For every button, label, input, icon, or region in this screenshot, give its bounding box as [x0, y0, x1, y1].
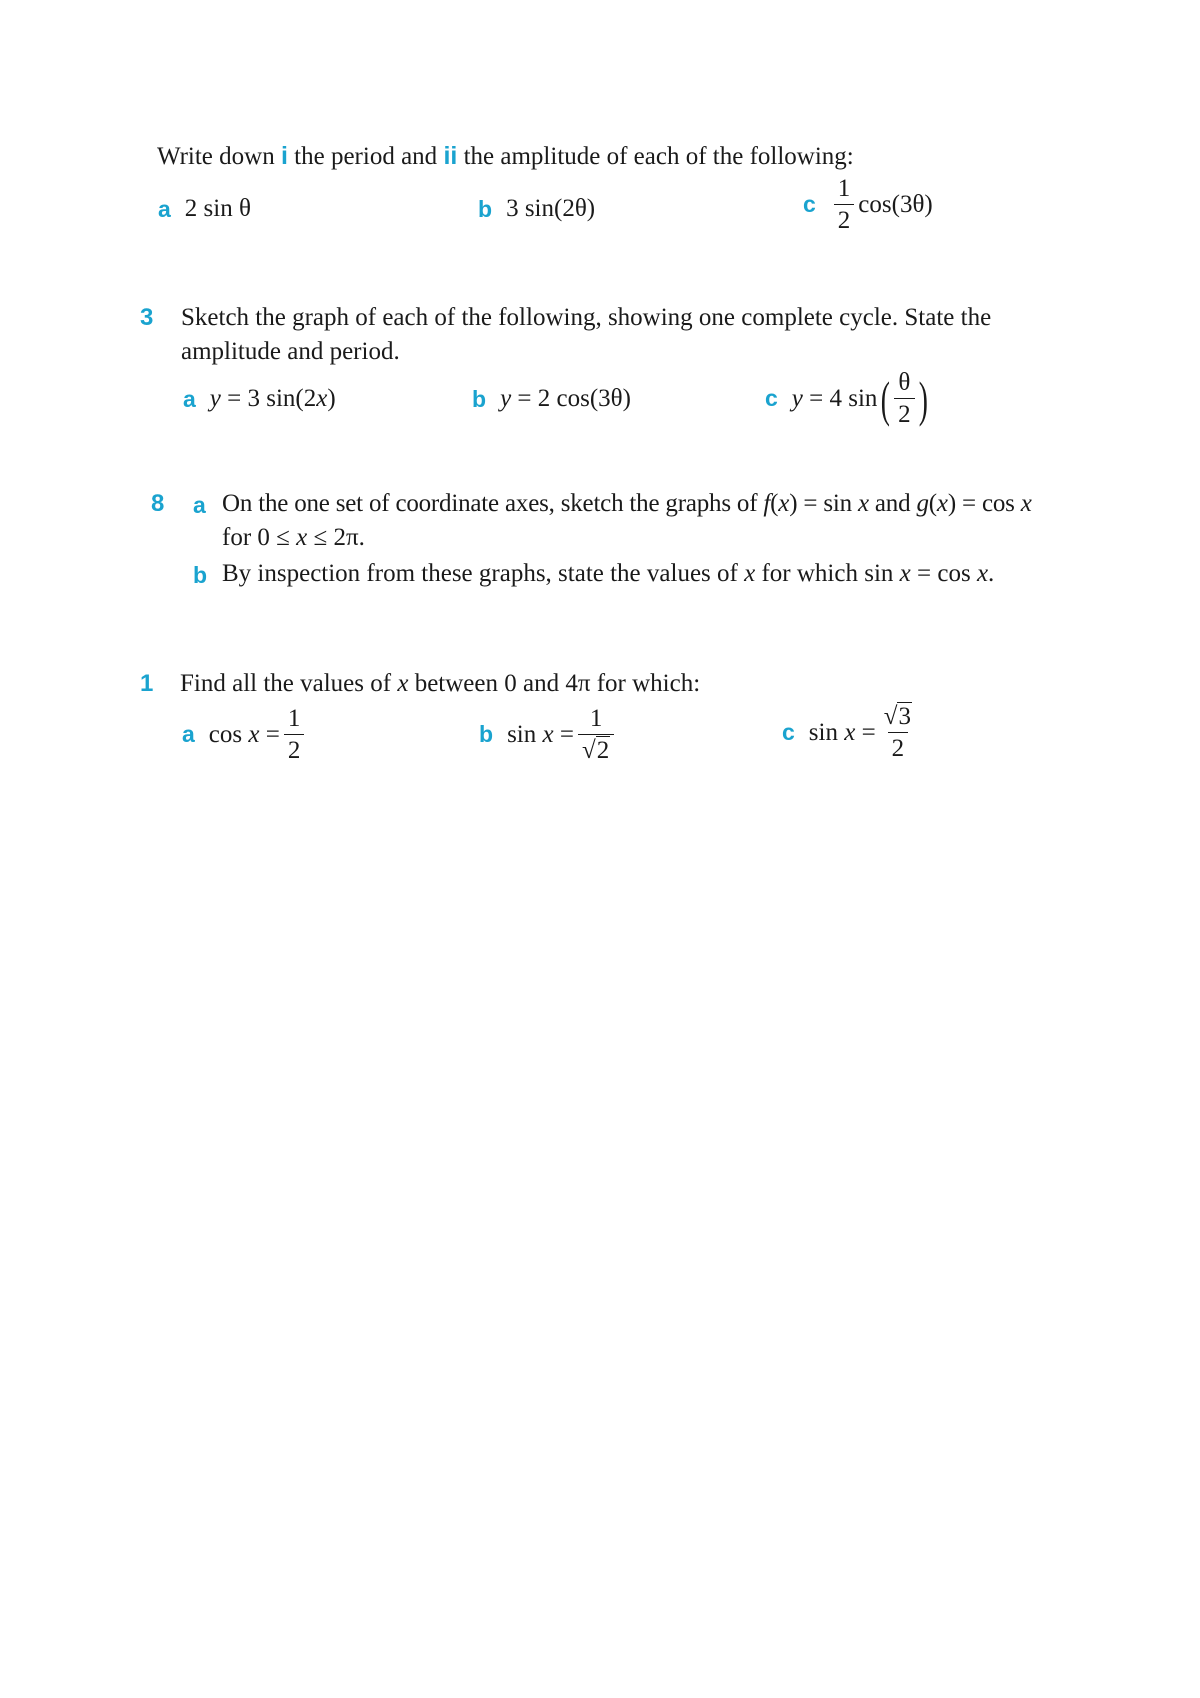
text: ≤ 2π. — [307, 524, 365, 551]
expression: cos(3θ) — [858, 190, 933, 218]
part-label: b — [479, 721, 494, 747]
var-x: x — [976, 560, 989, 587]
part-label: c — [803, 191, 816, 217]
text: ) = sin — [789, 490, 858, 517]
part-label: b — [193, 562, 208, 588]
fraction — [834, 176, 855, 233]
var-x: x — [1020, 490, 1032, 517]
part-ii-label: ii — [443, 142, 458, 170]
var-x: x — [316, 385, 328, 412]
radical-sign: √ — [581, 737, 596, 764]
var-g: g — [916, 490, 929, 517]
var-y: y — [500, 385, 512, 412]
var-x: x — [248, 720, 260, 748]
square-root — [884, 704, 912, 729]
question-number: 1 — [140, 670, 154, 697]
denominator: 2 — [894, 398, 915, 427]
s8-part-b-line — [222, 559, 994, 589]
var-x: x — [844, 718, 856, 746]
text: ( — [928, 490, 937, 517]
var-x: x — [899, 560, 911, 587]
question-text-line1: Sketch the graph of each of the following, showing one complete cycle. State the — [181, 304, 992, 331]
fraction — [880, 704, 916, 761]
numerator: 1 — [589, 705, 603, 732]
part-label: a — [158, 195, 171, 222]
question-number: 3 — [140, 304, 154, 331]
s8-part-a-line2 — [222, 523, 365, 553]
radicand: 2 — [596, 737, 610, 764]
s1-part-c — [803, 176, 933, 233]
function: cos — [208, 720, 249, 748]
denominator: 2 — [834, 204, 855, 233]
text: By inspection from these graphs, state the values of — [222, 560, 745, 587]
part-label: a — [182, 721, 195, 747]
var-x: x — [778, 490, 790, 517]
text: for which sin — [755, 560, 900, 587]
expression: 3 sin(2θ) — [506, 195, 596, 222]
expression: = 4 sin — [802, 384, 878, 412]
intro-text-post: the amplitude of each of the following: — [463, 143, 854, 170]
function: sin — [507, 720, 543, 748]
var-x: x — [296, 524, 308, 551]
denominator: 2 — [284, 734, 305, 763]
question-text-line2: amplitude and period. — [181, 338, 400, 365]
part-label: b — [472, 385, 487, 412]
text: and — [868, 490, 917, 517]
s1-part-b — [478, 195, 595, 223]
text: ( — [770, 490, 779, 517]
numerator: θ — [898, 369, 911, 396]
var-x: x — [397, 670, 409, 697]
part-label: a — [183, 385, 196, 412]
s3-part-b — [472, 385, 631, 413]
question-intro — [157, 141, 854, 172]
s8-part-a-line1 — [222, 489, 1032, 519]
expression: 2 sin θ — [184, 195, 251, 222]
var-y: y — [791, 384, 803, 412]
var-x: x — [936, 490, 948, 517]
s1b-part-b — [479, 706, 618, 763]
text: ) = cos — [947, 490, 1021, 517]
part-label: c — [782, 719, 795, 745]
var-x: x — [857, 490, 869, 517]
function: sin — [808, 718, 845, 746]
s3-part-a — [183, 385, 336, 413]
s1b-part-a — [182, 706, 308, 763]
numerator — [880, 704, 916, 732]
denominator: 2 — [888, 732, 909, 761]
radicand: 3 — [898, 703, 911, 730]
equals: = — [855, 718, 876, 746]
text: between 0 and 4π for which: — [408, 670, 701, 697]
fraction — [578, 706, 614, 763]
s1-part-a — [158, 195, 251, 223]
denominator — [578, 734, 614, 763]
close-paren: ) — [327, 385, 336, 412]
s3-part-c — [765, 370, 931, 427]
intro-text-pre: Write down — [157, 143, 275, 170]
var-f: f — [763, 490, 771, 517]
numerator: 1 — [837, 175, 851, 202]
var-y: y — [209, 385, 221, 412]
text: for 0 ≤ — [222, 524, 297, 551]
s1b-part-c — [782, 704, 920, 761]
numerator: 1 — [287, 705, 301, 732]
part-label: c — [765, 385, 778, 411]
right-paren: ) — [918, 370, 928, 427]
part-i-label: i — [280, 142, 288, 170]
intro-text-mid: the period and — [294, 143, 438, 170]
question-text — [180, 669, 700, 699]
text: Find all the values of — [180, 670, 398, 697]
fraction — [894, 370, 915, 427]
part-label: a — [193, 492, 206, 518]
square-root — [582, 738, 610, 763]
radical-sign: √ — [883, 703, 898, 730]
var-x: x — [744, 560, 756, 587]
equals: = — [259, 720, 280, 748]
text: = cos — [910, 560, 977, 587]
question-number: 8 — [151, 490, 165, 517]
var-x: x — [542, 720, 554, 748]
fraction — [284, 706, 305, 763]
expression: = 3 sin(2 — [220, 385, 317, 412]
part-label: b — [478, 195, 493, 222]
equals: = — [553, 720, 574, 748]
left-paren: ( — [881, 370, 891, 427]
text: On the one set of coordinate axes, sketch the graphs of — [222, 490, 764, 517]
text: . — [988, 560, 995, 587]
expression: = 2 cos(3θ) — [511, 385, 631, 412]
